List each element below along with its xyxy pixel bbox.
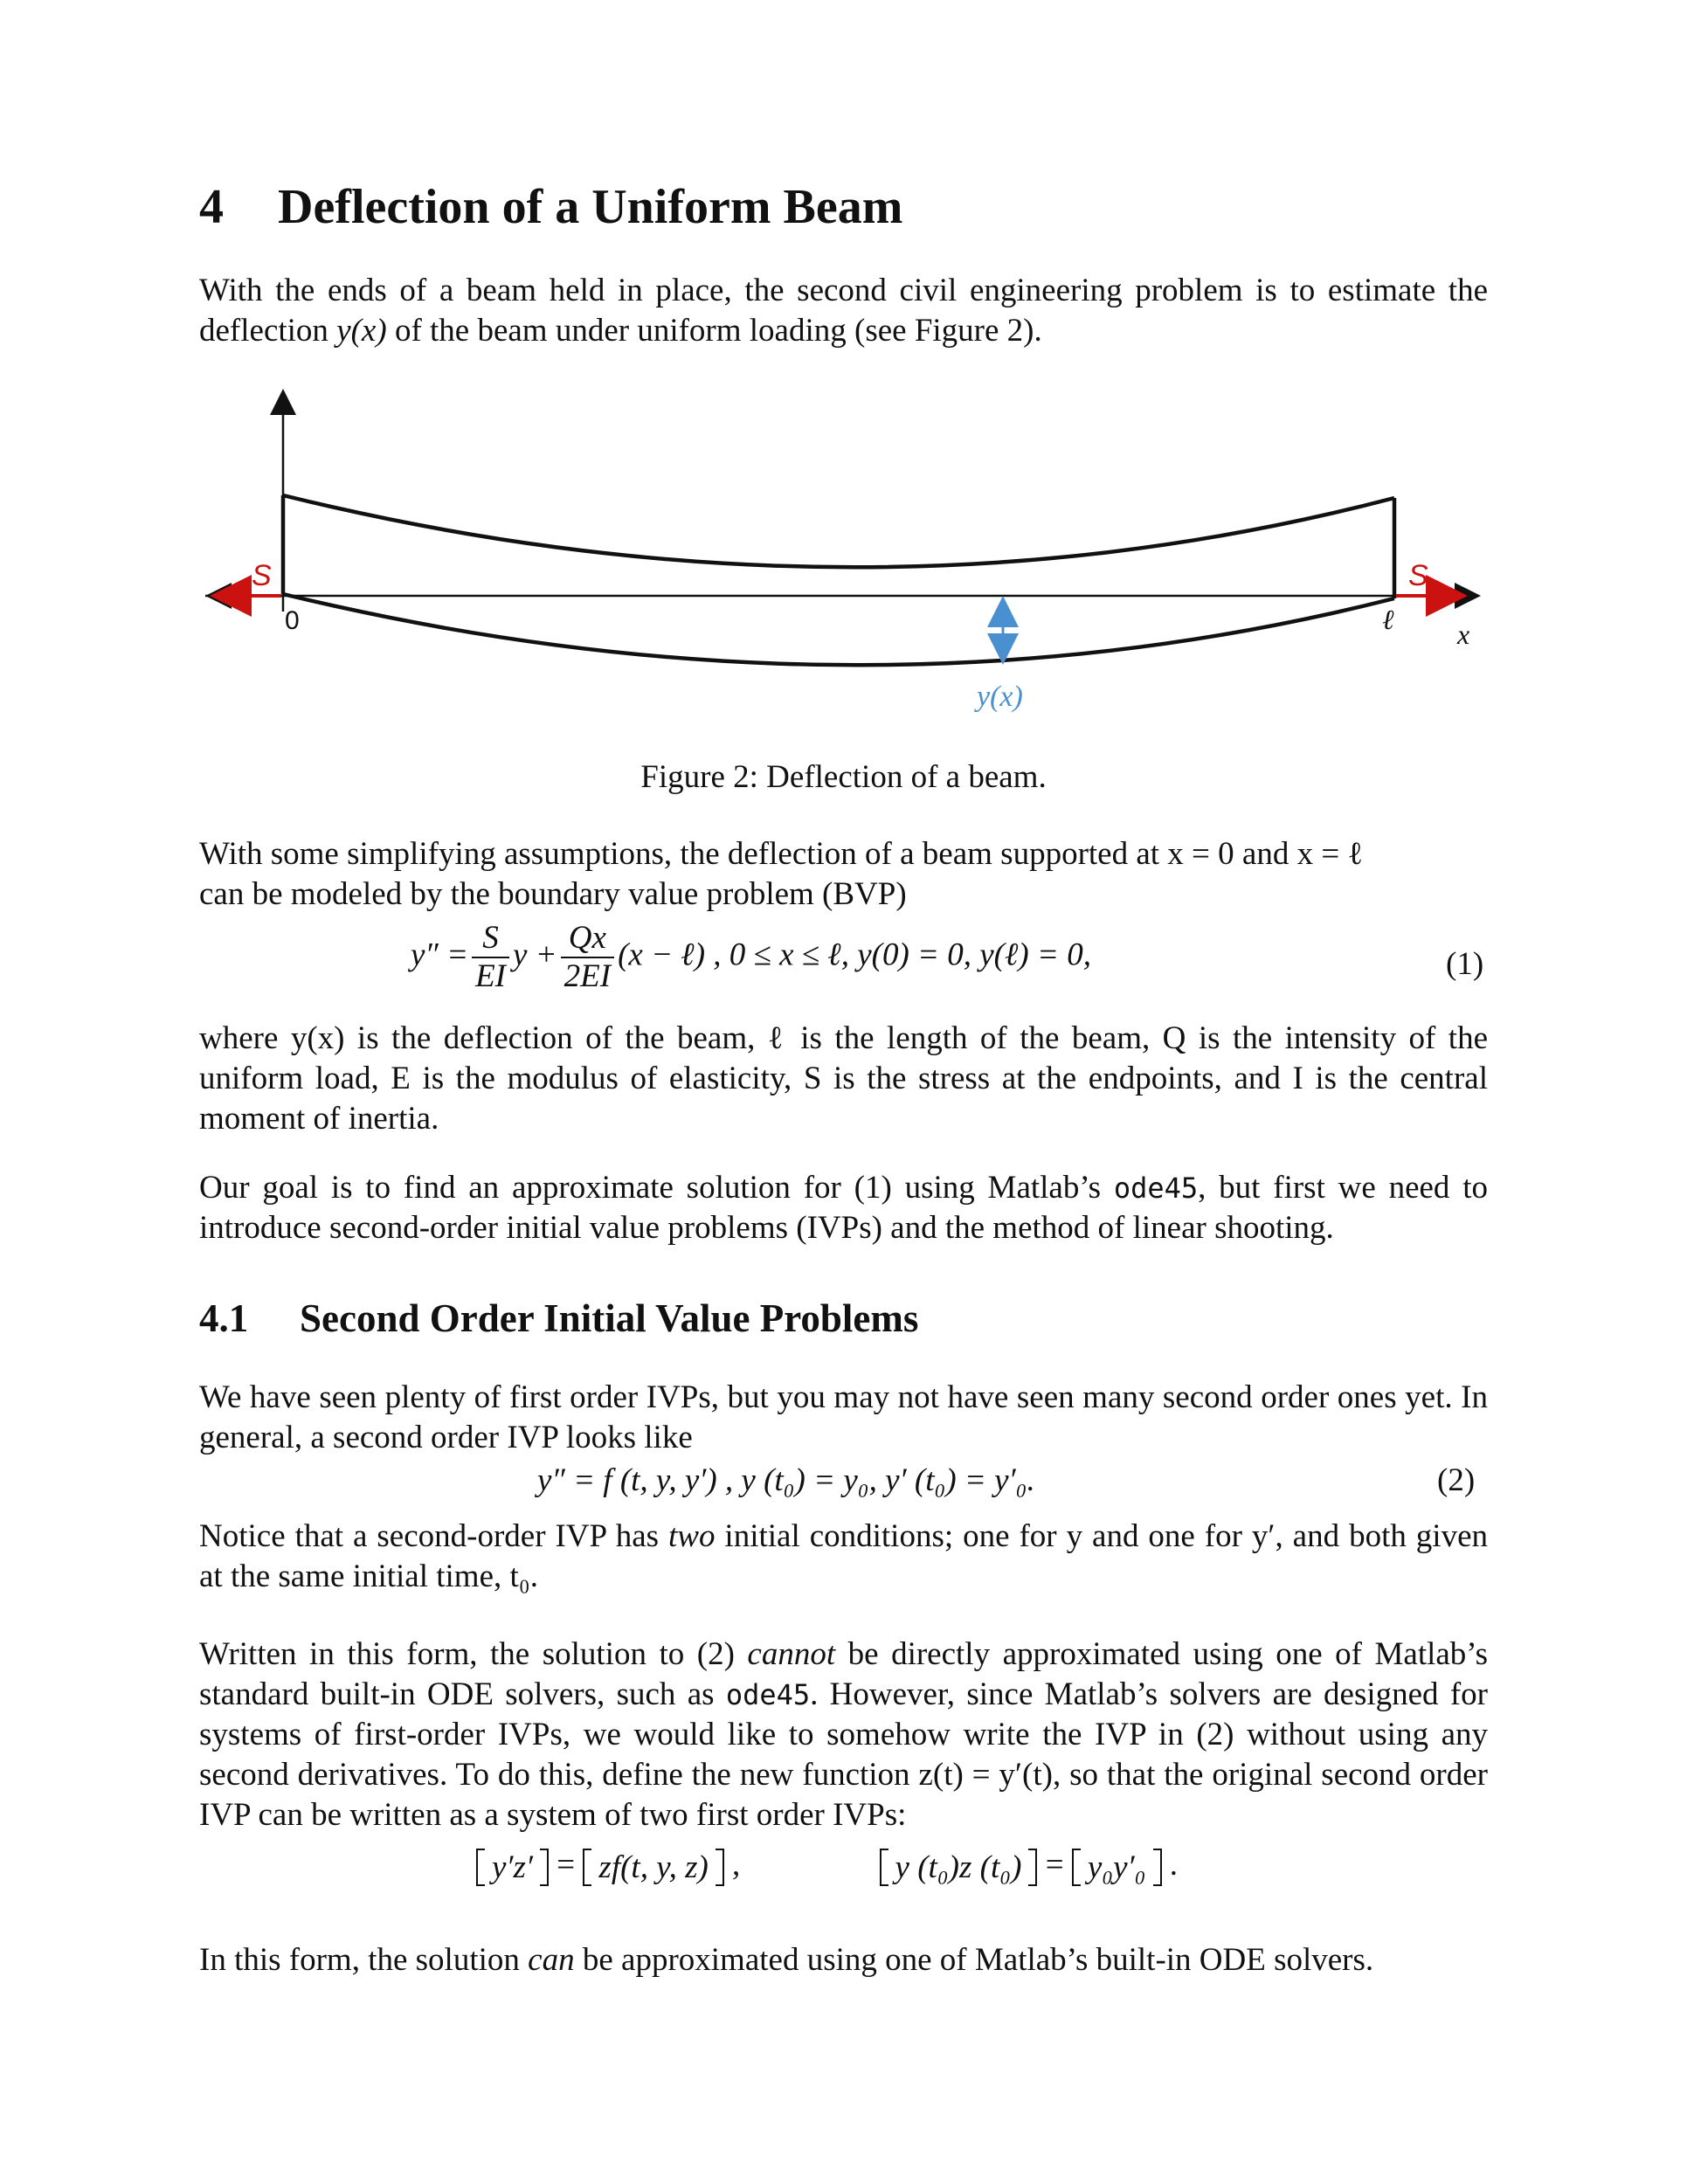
label-s-left: S (252, 559, 272, 592)
equation-2: y″ = f (t, y, y′) , y (t₀) = y₀, y′ (t₀) = y′₀. (537, 1462, 1035, 1498)
bvp-intro-paragraph: With some simplifying assumptions, the deflection of a beam supported at x = 0 and x = ℓ can be modeled by the boundary value problem (BVP) (199, 836, 1364, 912)
equation-1-number: (1) (1446, 946, 1484, 982)
matrix-lhs: y′z′ (476, 1849, 549, 1886)
label-ell: ℓ (1382, 604, 1394, 635)
goal-paragraph: Our goal is to find an approximate solution for (1) using Matlab’s ode45, but first we need to introduce second-order initial value problems (IVPs) and the method of linear shooting. (199, 1170, 1488, 1246)
matrix-initial-lhs: y (t₀)z (t₀) (880, 1849, 1038, 1886)
figure-caption: Figure 2: Deflection of a beam. (640, 759, 1047, 795)
variables-paragraph: where y(x) is the deflection of the beam, ℓ is the length of the beam, Q is the intensity of the uniform load, E is the modulus of elasticity, S is the stress at the endpoints, and I is the central moment of inertia. (199, 1020, 1488, 1137)
beam-deflection-figure (0, 376, 1687, 725)
ivp-intro-paragraph: We have seen plenty of first order IVPs, but you may not have seen many second order ones yet. In general, a second order IVP looks like (199, 1379, 1488, 1455)
beam-bottom-edge (283, 594, 1394, 665)
conclusion-paragraph: In this form, the solution can be approximated using one of Matlab’s built-in ODE solvers. (199, 1942, 1374, 1978)
system-paragraph: Written in this form, the solution to (2) cannot be directly approximated using one of Matlab’s standard built-in ODE solvers, such as ode45. However, since Matlab’s solvers are designed for systems of first-order IVPs, we would like to somehow write the IVP in (2) without using any second derivatives. To do this, define the new function z(t) = y′(t), so that the original second order IVP can be written as a system of two first order IVPs: (199, 1636, 1488, 1833)
equation-system: y′z′ = zf(t, y, z) , y (t₀)z (t₀) = y₀y′₀ . (476, 1846, 1178, 1886)
beam-top-edge (283, 495, 1394, 567)
subsection-title: Second Order Initial Value Problems (300, 1296, 919, 1340)
intro-paragraph: With the ends of a beam held in place, the second civil engineering problem is to estimate the deflection y(x) of the beam under uniform loading (see Figure 2). (199, 273, 1488, 349)
subsection-number: 4.1 (199, 1296, 249, 1340)
equation-1: y″ = $\frac{S}{EI}$ y + $\frac{Qx}{2EI}$ (x − ℓ) , 0 ≤ x ≤ ℓ, y(0) = 0, y(ℓ) = 0, (411, 920, 1091, 994)
section-number: 4 (199, 180, 224, 234)
label-s-right: S (1408, 559, 1428, 592)
equation-2-number: (2) (1437, 1462, 1476, 1498)
label-x: x (1457, 619, 1470, 650)
matrix-rhs: zf(t, y, z) (583, 1849, 723, 1886)
label-yx: y(x) (977, 681, 1023, 713)
section-heading (199, 179, 902, 235)
subsection-heading (199, 1296, 918, 1341)
section-title: Deflection of a Uniform Beam (278, 180, 903, 234)
label-zero: 0 (285, 606, 300, 635)
initial-conditions-paragraph: Notice that a second-order IVP has two initial conditions; one for y and one for y′, and both given at the same initial time, t₀. (199, 1518, 1489, 1594)
matrix-initial-rhs: y₀y′₀ (1072, 1849, 1162, 1886)
